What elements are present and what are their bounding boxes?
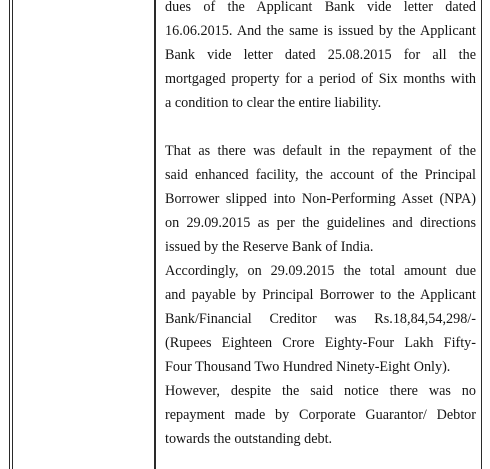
text-line: Bank vide letter dated 25.08.2015 for all the — [165, 47, 476, 63]
text-line: a condition to clear the entire liability. — [165, 95, 382, 111]
text-line: issued by the Reserve Bank of India. — [165, 239, 374, 255]
table-column-divider — [154, 0, 156, 469]
table-border-left-inner — [12, 0, 13, 469]
paragraph-amount-due — [165, 259, 476, 379]
text-line: and payable by Principal Borrower to the Applicant — [165, 287, 476, 303]
text-line: towards the outstanding debt. — [165, 431, 333, 447]
text-line: Borrower slipped into Non-Performing Asset (NPA) — [165, 191, 476, 207]
text-line: repayment made by Corporate Guarantor/ Debtor — [165, 407, 476, 423]
text-line: dues of the Applicant Bank vide letter dated — [165, 0, 476, 15]
paragraph-npa-default — [165, 139, 476, 259]
text-line: 16.06.2015. And the same is issued by the Applicant — [165, 23, 476, 39]
text-line: said enhanced facility, the account of the Principal — [165, 167, 476, 183]
text-line: (Rupees Eighteen Crore Eighty-Four Lakh Fifty- — [165, 335, 476, 351]
text-line: mortgaged property for a period of Six months with — [165, 71, 476, 87]
text-line: Four Thousand Two Hundred Ninety-Eight Only). — [165, 359, 451, 375]
table-border-right — [481, 0, 482, 469]
paragraph-no-repayment — [165, 379, 476, 451]
table-border-left-outer — [9, 0, 10, 469]
text-line: Accordingly, on 29.09.2015 the total amount due — [165, 263, 476, 279]
text-line: Bank/Financial Creditor was Rs.18,84,54,298/- — [165, 311, 476, 327]
text-line: That as there was default in the repayment of the — [165, 143, 476, 159]
paragraph-mortgage-letter — [165, 0, 476, 115]
text-line: on 29.09.2015 as per the guidelines and directions — [165, 215, 476, 231]
text-line: However, despite the said notice there was no — [165, 383, 476, 399]
